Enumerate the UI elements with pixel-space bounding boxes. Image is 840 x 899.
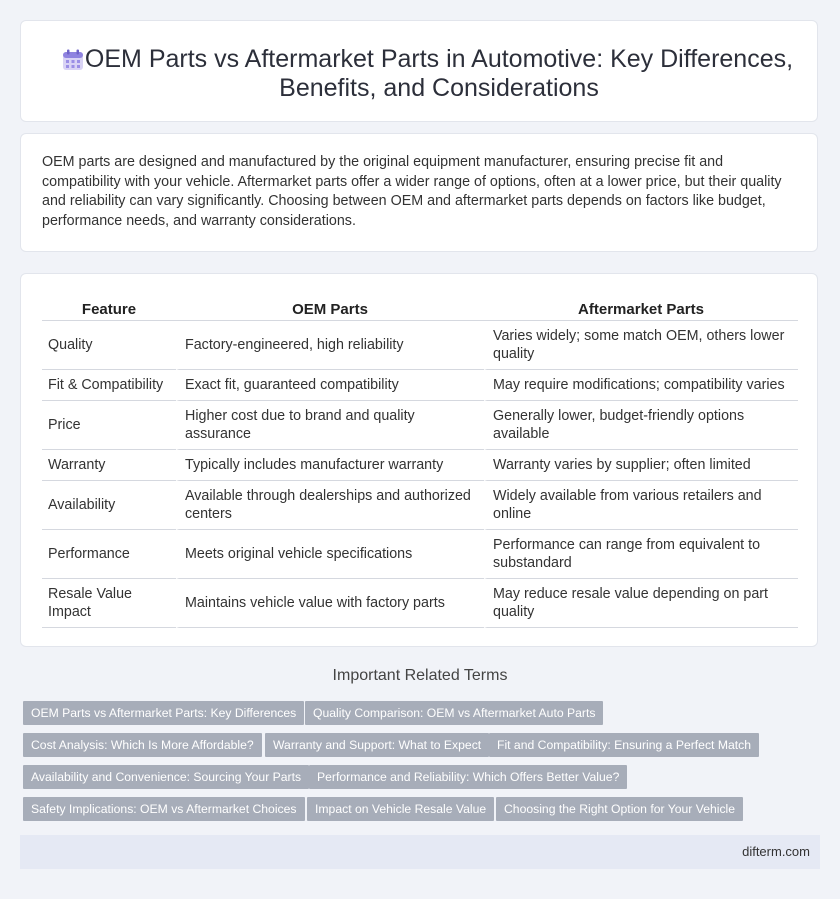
- feature-cell: Resale Value Impact: [42, 579, 176, 628]
- related-term-link[interactable]: Performance and Reliability: Which Offers Better Value?: [309, 765, 627, 789]
- feature-cell: Quality: [42, 321, 176, 370]
- related-term-link[interactable]: Impact on Vehicle Resale Value: [307, 797, 494, 821]
- related-term-link[interactable]: OEM Parts vs Aftermarket Parts: Key Differences: [23, 701, 304, 725]
- page-title: OEM Parts vs Aftermarket Parts in Automotive: Key Differences, Benefits, and Considerations: [84, 45, 794, 102]
- header-feature: Feature: [42, 298, 176, 321]
- feature-cell: Availability: [42, 481, 176, 530]
- table-row: [42, 321, 798, 370]
- footer: [20, 835, 820, 869]
- oem-cell: Maintains vehicle value with factory parts: [176, 579, 484, 628]
- aftermarket-cell: Performance can range from equivalent to substandard: [484, 530, 798, 579]
- table-row: [42, 370, 798, 401]
- aftermarket-cell: Varies widely; some match OEM, others lower quality: [484, 321, 798, 370]
- feature-cell: Fit & Compatibility: [42, 370, 176, 401]
- related-term-link[interactable]: Choosing the Right Option for Your Vehicle: [496, 797, 743, 821]
- table-row: [42, 481, 798, 530]
- related-term-link[interactable]: Quality Comparison: OEM vs Aftermarket Auto Parts: [305, 701, 603, 725]
- header-card: [20, 20, 818, 122]
- oem-cell: Factory-engineered, high reliability: [176, 321, 484, 370]
- aftermarket-cell: Widely available from various retailers and online: [484, 481, 798, 530]
- oem-cell: Higher cost due to brand and quality assurance: [176, 401, 484, 450]
- oem-cell: Meets original vehicle specifications: [176, 530, 484, 579]
- related-term-link[interactable]: Safety Implications: OEM vs Aftermarket Choices: [23, 797, 305, 821]
- feature-cell: Warranty: [42, 450, 176, 481]
- related-term-link[interactable]: Fit and Compatibility: Ensuring a Perfect Match: [489, 733, 759, 757]
- related-term-link[interactable]: Availability and Convenience: Sourcing Your Parts: [23, 765, 309, 789]
- footer-site-link[interactable]: difterm.com: [742, 844, 810, 859]
- table-row: [42, 401, 798, 450]
- table-header-row: [42, 298, 798, 321]
- header-oem-parts: OEM Parts: [176, 298, 484, 321]
- oem-cell: Exact fit, guaranteed compatibility: [176, 370, 484, 401]
- related-term-link[interactable]: Cost Analysis: Which Is More Affordable?: [23, 733, 262, 757]
- table-row: [42, 450, 798, 481]
- header-aftermarket-parts: Aftermarket Parts: [484, 298, 798, 321]
- comparison-card: [20, 273, 818, 647]
- aftermarket-cell: Warranty varies by supplier; often limited: [484, 450, 798, 481]
- aftermarket-cell: May require modifications; compatibility varies: [484, 370, 798, 401]
- feature-cell: Price: [42, 401, 176, 450]
- related-terms-heading: Important Related Terms: [332, 667, 508, 684]
- related-term-link[interactable]: Warranty and Support: What to Expect: [265, 733, 489, 757]
- feature-cell: Performance: [42, 530, 176, 579]
- table-row: [42, 530, 798, 579]
- oem-cell: Available through dealerships and authorized centers: [176, 481, 484, 530]
- intro-card: [20, 133, 818, 252]
- aftermarket-cell: Generally lower, budget-friendly options available: [484, 401, 798, 450]
- table-row: [42, 579, 798, 628]
- oem-cell: Typically includes manufacturer warranty: [176, 450, 484, 481]
- aftermarket-cell: May reduce resale value depending on part quality: [484, 579, 798, 628]
- comparison-table: [42, 298, 798, 628]
- intro-paragraph: OEM parts are designed and manufactured by the original equipment manufacturer, ensuring precise fit and compatibility with your vehicle. Aftermarket parts offer a wider range of options, often at a lower price, but their quality and reliability can vary significantly. Choosing between OEM and aftermarket parts depends on factors like budget, performance needs, and warranty considerations.: [42, 154, 782, 229]
